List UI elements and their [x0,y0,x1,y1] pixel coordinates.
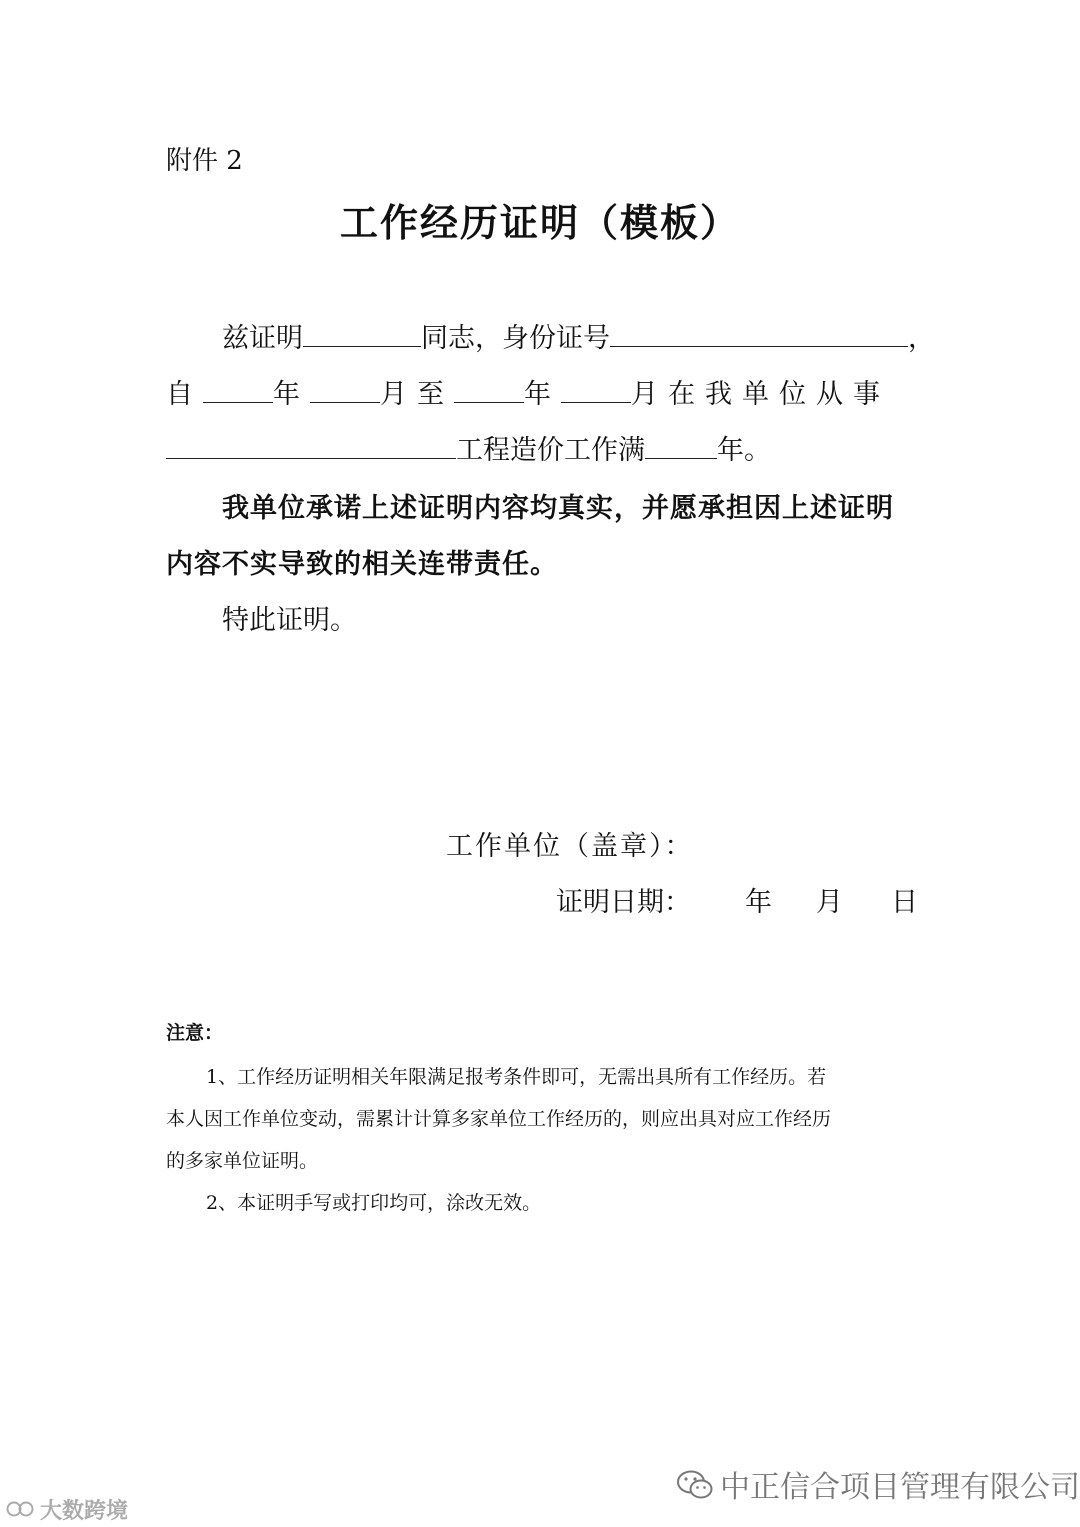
date-line [556,880,918,919]
para1-text-a: 兹证明 [222,323,303,354]
para1-line3 [166,428,771,467]
pledge-line2: 内容不实导致的相关连带责任。 [166,549,558,580]
from-label: 自 [166,379,203,410]
year-label-1: 年 [273,379,310,410]
attachment-label: 附件 2 [166,146,243,176]
company-watermark [676,1462,1080,1509]
para1-text-b: 同志，身份证号 [421,323,610,354]
end-year-blank [454,376,524,403]
end-month-blank [561,376,631,403]
wechat-icon [676,1469,714,1509]
work-at-label: 月在我单位从事 [631,379,890,410]
para1-line1 [222,316,935,355]
source-watermark [6,1494,128,1526]
note1-line2: 本人因工作单位变动，需累计计算多家单位工作经历的，则应出具对应工作经历 [166,1108,832,1130]
note1-line1: 1、工作经历证明相关年限满足报考条件即可，无需出具所有工作经历。若 [206,1066,827,1088]
start-month-blank [310,376,380,403]
to-label: 月至 [380,379,454,410]
date-month: 月 [816,887,843,918]
id-number-blank [610,320,908,347]
para1-line2 [166,372,890,411]
position-blank [166,432,456,459]
closing-text: 特此证明。 [222,605,357,636]
date-day: 日 [891,887,918,918]
date-label: 证明日期： [556,887,691,918]
notes-heading: 注意： [166,1022,224,1044]
para1-text-c: ， [908,323,935,354]
year-label-2: 年 [524,379,561,410]
work-unit-stamp-label: 工作单位（盖章）： [446,831,694,862]
source-watermark-text: 大数跨境 [40,1499,129,1524]
note1-line3: 的多家单位证明。 [166,1150,319,1172]
date-year: 年 [745,887,772,918]
years-suffix: 年。 [717,435,771,466]
company-watermark-text: 中正信合项目管理有限公司 [720,1470,1080,1505]
start-year-blank [203,376,273,403]
cost-work-label: 工程造价工作满 [456,435,645,466]
page-title: 工作经历证明（模板） [339,201,740,245]
pledge-line1: 我单位承诺上述证明内容均真实，并愿承担因上述证明 [222,493,894,524]
note2: 2、本证明手写或打印均可，涂改无效。 [206,1192,542,1214]
weibo-icon [6,1498,36,1526]
years-blank [645,432,717,459]
name-blank [303,320,421,347]
